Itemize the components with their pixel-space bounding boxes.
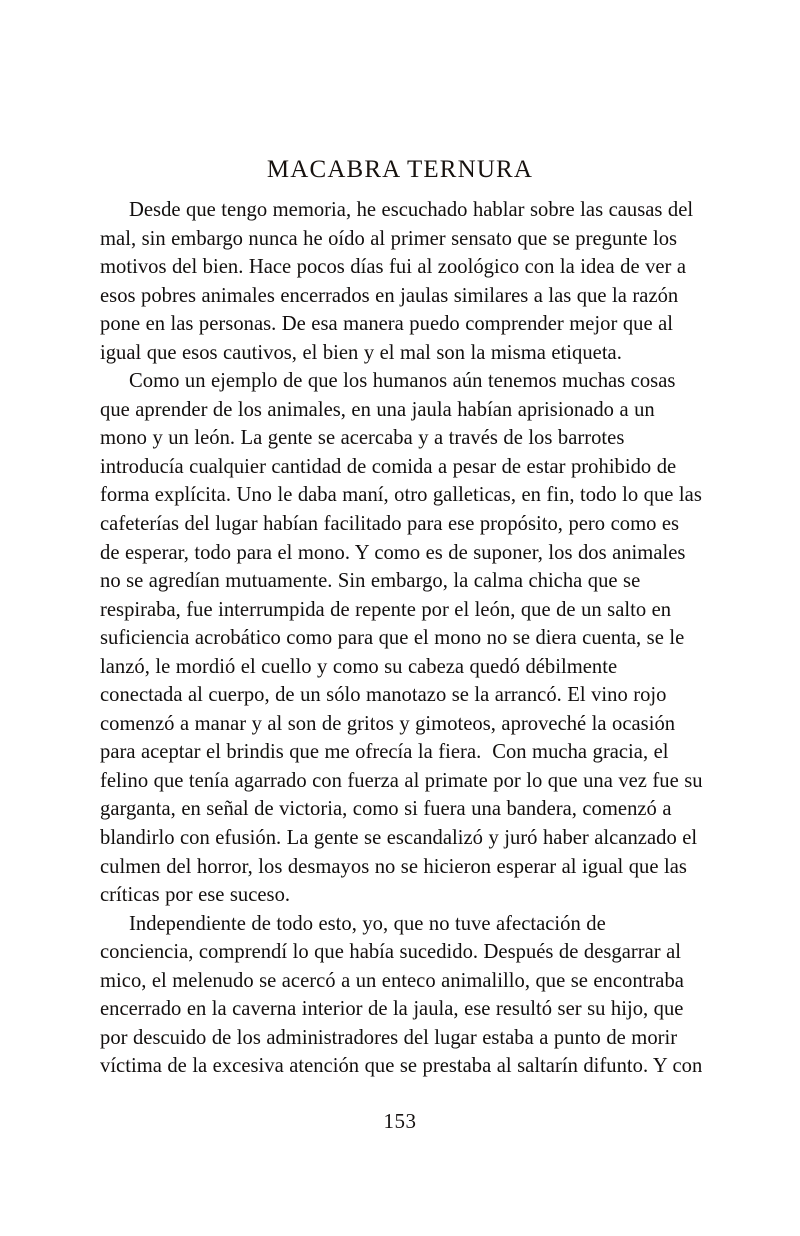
page-title: MACABRA TERNURA [266,155,534,183]
page-number: 153 [383,1109,417,1133]
paragraph: Independiente de todo esto, yo, que no tuve afectación de conciencia, comprendí lo que había sucedido. Después de desgarrar al mico, el melenudo se acercó a un enteco animalillo, que se encontraba encerrado en la caverna interior de la jaula, ese resultó ser su hijo, que por descuido de los administradores del lugar estaba a punto de morir víctima de la excesiva atención que se prestaba al saltarín difunto. Y con [100,912,703,1078]
paragraph: Desde que tengo memoria, he escuchado hablar sobre las causas del mal, sin embargo nunca he oído al primer sensato que se pregunte los motivos del bien. Hace pocos días fui al zoológico con la idea de ver a esos pobres animales encerrados en jaulas similares a las que la razón pone en las personas. De esa manera puedo comprender mejor que al igual que esos cautivos, el bien y el mal son la misma etiqueta. [100,199,699,364]
paragraph: Como un ejemplo de que los humanos aún tenemos muchas cosas que aprender de los animales, en una jaula habían aprisionado a un mono y un león. La gente se acercaba y a través de los barrotes introducía cualquier cantidad de comida a pesar de estar prohibido de forma explícita. Uno le daba maní, otro galleticas, en fin, todo lo que las cafeterías del lugar habían facilitado para ese propósito, pero como es de esperar, todo para el mono. Y como es de suponer, los dos animales no se agredían mutuamente. Sin embargo, la calma chicha que se respiraba, fue interrumpida de repente por el león, que de un salto en suficiencia acrobático como para que el mono no se diera cuenta, se le lanzó, le mordió el cuello y como su cabeza quedó débilmente conectada al cuerpo, de un sólo manotazo se la arrancó. El vino rojo comenzó a manar y al son de gritos y gimoteos, aproveché la ocasión para aceptar el brindis que me ofrecía la fiera. Con mucha gracia, el felino que tenía agarrado con fuerza al primate por lo que una vez fue su garganta, en señal de victoria, como si fuera una bandera, comenzó a blandirlo con efusión. La gente se escandalizó y juró haber alcanzado el culmen del horror, los desmayos no se hicieron esperar al igual que las críticas por ese suceso. [100,370,709,907]
body-text-block [100,196,709,1081]
